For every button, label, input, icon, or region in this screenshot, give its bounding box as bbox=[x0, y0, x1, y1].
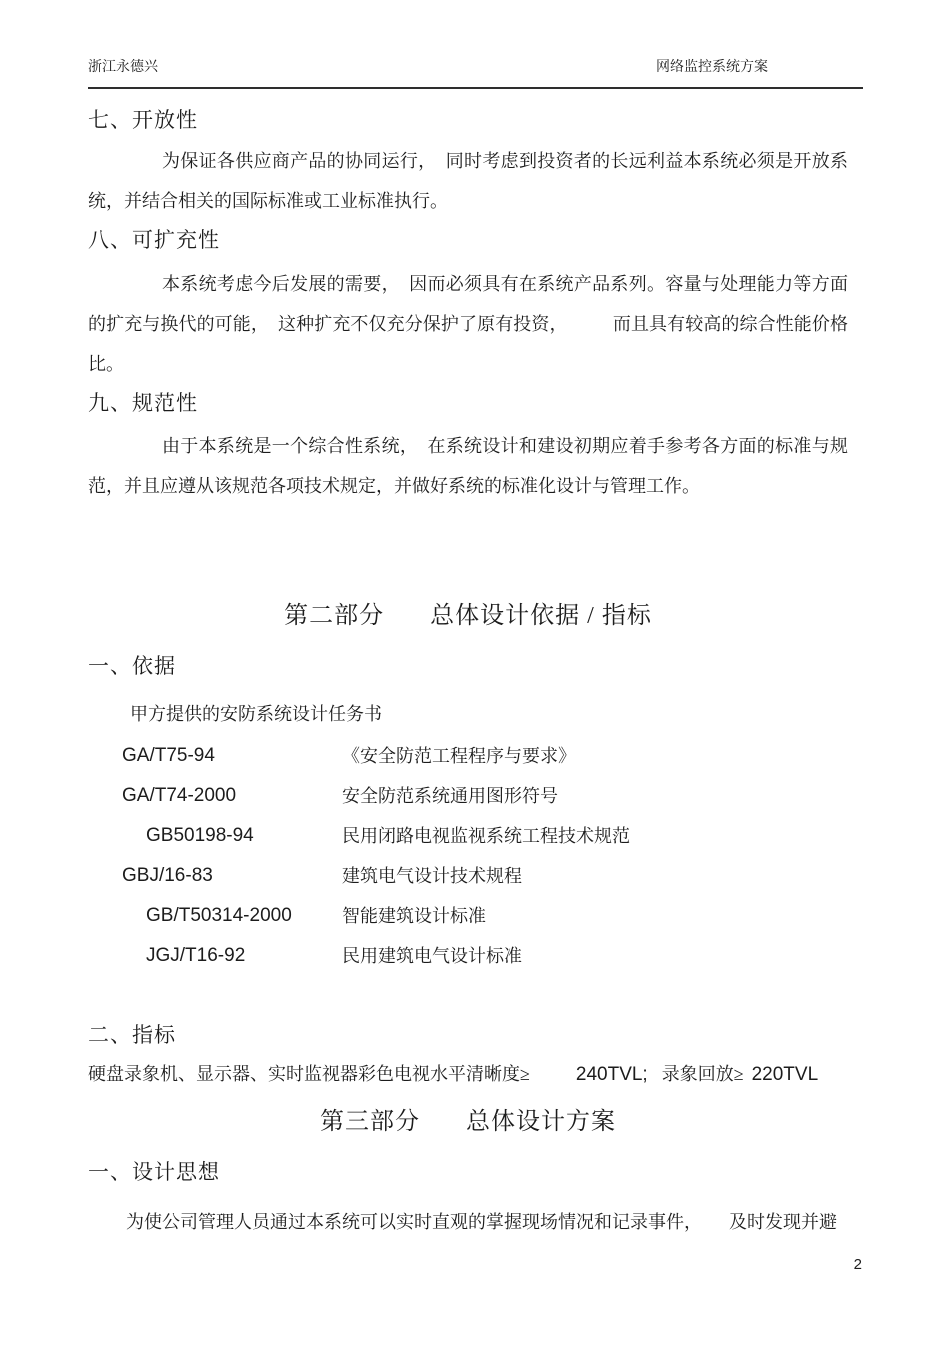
standard-name: 建筑电气设计技术规程 bbox=[342, 866, 522, 886]
standard-row bbox=[88, 856, 848, 896]
spec-prefix: 硬盘录象机、显示器、实时监视器彩色电视水平清晰度≥ bbox=[88, 1064, 530, 1084]
section-heading-openness: 七、开放性 bbox=[88, 108, 198, 132]
part2-title-label: 第二部分 bbox=[284, 603, 385, 629]
standard-code: GA/T75-94 bbox=[122, 745, 215, 766]
standard-code: GB/T50314-2000 bbox=[146, 905, 292, 926]
standards-list bbox=[88, 736, 848, 976]
page-header bbox=[88, 0, 863, 89]
standard-code: GA/T74-2000 bbox=[122, 785, 237, 806]
paragraph-openness: 为保证各供应商产品的协同运行， 同时考虑到投资者的长远利益本系统必须是开放系统，并结合相关的国际标准或工业标准执行。 bbox=[88, 151, 848, 211]
standard-name: 《安全防范工程程序与要求》 bbox=[342, 746, 576, 766]
spec-value-240tvl: 240TVL; bbox=[575, 1064, 648, 1085]
metrics-spec-line bbox=[88, 1054, 848, 1095]
standard-row bbox=[88, 936, 848, 976]
standard-name: 安全防范系统通用图形符号 bbox=[342, 786, 558, 806]
standard-row bbox=[88, 776, 848, 816]
section-heading-basis: 一、依据 bbox=[88, 654, 176, 678]
paragraph-design-idea: 为使公司管理人员通过本系统可以实时直观的掌握现场情况和记录事件， 及时发现并避 bbox=[126, 1212, 837, 1232]
part2-title-text: 总体设计依据 / 指标 bbox=[430, 603, 652, 629]
standard-row bbox=[88, 896, 848, 936]
standard-name: 民用闭路电视监视系统工程技术规范 bbox=[342, 826, 630, 846]
section-heading-standardization: 九、规范性 bbox=[88, 391, 198, 415]
standard-row bbox=[88, 816, 848, 856]
standard-row bbox=[88, 736, 848, 776]
document-body bbox=[88, 89, 848, 1242]
page-number: 2 bbox=[853, 1256, 862, 1273]
section-heading-expandability: 八、可扩充性 bbox=[88, 228, 220, 252]
header-company: 浙江永德兴 bbox=[88, 60, 158, 75]
standard-name: 民用建筑电气设计标准 bbox=[342, 946, 522, 966]
spec-playback-label: 录象回放≥ bbox=[661, 1064, 744, 1084]
paragraph-standardization: 由于本系统是一个综合性系统， 在系统设计和建设初期应着手参考各方面的标准与规范，并且应遵从该规范各项技术规定，并做好系统的标准化设计与管理工作。 bbox=[88, 436, 848, 496]
part3-title-label: 第三部分 bbox=[320, 1109, 420, 1135]
standard-code: GBJ/16-83 bbox=[122, 865, 213, 886]
standard-name: 智能建筑设计标准 bbox=[342, 906, 486, 926]
basis-intro-line: 甲方提供的安防系统设计任务书 bbox=[130, 704, 382, 724]
standard-code: GB50198-94 bbox=[146, 825, 254, 846]
spec-value-220tvl: 220TVL bbox=[751, 1064, 819, 1085]
part3-title bbox=[88, 1106, 848, 1138]
paragraph-expandability: 本系统考虑今后发展的需要， 因而必须具有在系统产品系列。容量与处理能力等方面的扩充与换代的可能， 这种扩充不仅充分保护了原有投资， 而且具有较高的综合性能价格比。 bbox=[88, 274, 848, 374]
part2-title bbox=[88, 600, 848, 632]
section-heading-metrics: 二、指标 bbox=[88, 1023, 176, 1047]
section-heading-design-idea: 一、设计思想 bbox=[88, 1160, 220, 1184]
part3-title-text: 总体设计方案 bbox=[466, 1109, 616, 1135]
standard-code: JGJ/T16-92 bbox=[146, 945, 246, 966]
header-doc-title: 网络监控系统方案 bbox=[656, 60, 768, 75]
